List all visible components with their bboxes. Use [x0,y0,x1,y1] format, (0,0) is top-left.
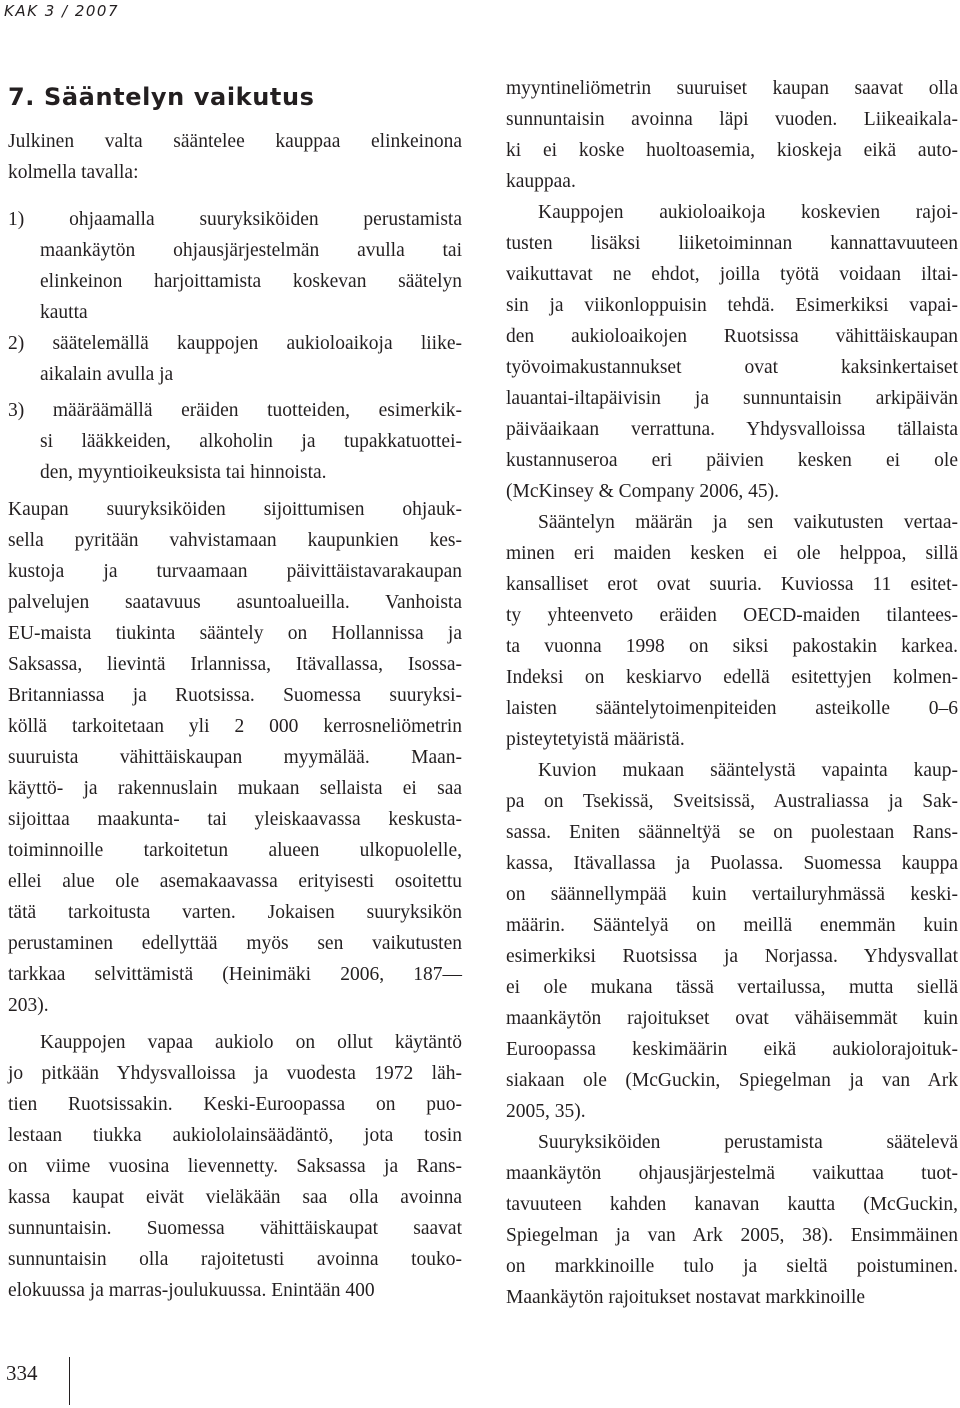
text-line: 2) säätelemällä kauppojen aukioloaikoja liike- [8,333,462,354]
text-line: sunnuntaisin avoinna läpi vuoden. Liikeaikala- [506,109,958,130]
text-line: si lääkkeiden, alkoholin ja tupakkatuottei- [40,431,462,452]
text-line: kassa, Itävallassa ja Puolassa. Suomessa kauppa [506,853,958,874]
text-line: Spiegelman ja van Ark 2005, 38). Ensimmäinen [506,1225,958,1246]
text-line: on markkinoille tulo ja sieltä poistuminen. [506,1256,958,1277]
text-line: minen eri maiden kesken ei ole helppoa, sillä [506,543,958,564]
text-line: kassa kaupat eivät vieläkään saa olla avoinna [8,1187,462,1208]
text-line: perustaminen edellyttää myös sen vaikutusten [8,933,462,954]
text-line: köllä tarkoitetaan yli 2 000 kerrosneliömetrin [8,716,462,737]
text-line: lauantai-iltapäivisin ja sunnuntaisin arkipäivän [506,388,958,409]
text-line: Julkinen valta sääntelee kauppaa elinkeinona [8,131,462,152]
text-line: tien Ruotsissakin. Keski-Euroopassa on puo- [8,1094,462,1115]
text-line: päiväaikaan verrattuna. Yhdysvalloissa tällaista [506,419,958,440]
text-line: kolmella tavalla: [8,162,139,183]
text-line: pisteytetyistä määristä. [506,729,685,750]
folio-divider [69,1357,70,1405]
text-line: sassa. Eniten säänneltÿä se on puolestaan Rans- [506,822,958,843]
text-line: vaikuttavat ne ehdot, joilla työtä voidaan iltai- [506,264,958,285]
text-line: kustoja ja turvaamaan päivittäistavarakaupan [8,561,462,582]
text-line: on viime vuosina lievennetty. Saksassa ja Rans- [8,1156,462,1177]
text-line: maankäytön ohjausjärjestelmä vaikuttaa tuot- [506,1163,958,1184]
text-line: ei ole mukana tässä vertailussa, mutta siellä [506,977,958,998]
section-heading: 7. Sääntelyn vaikutus [8,83,315,111]
text-line: Kauppojen aukioloaikoja koskevien rajoi- [538,202,958,223]
text-line: kansalliset erot ovat suuria. Kuviossa 11 esitet- [506,574,958,595]
text-line: myyntineliömetrin suuruiset kaupan saavat olla [506,78,958,99]
text-line: den, myyntioikeuksista tai hinnoista. [40,462,327,483]
text-line: kustannuseroa eri päivien kesken ei ole [506,450,958,471]
text-line: Indeksi on keskiarvo edellä esitettyjen kolmen- [506,667,958,688]
text-line: lestaan tiukka aukiololainsäädäntö, jota tosin [8,1125,462,1146]
text-line: palvelujen saatavuus asuntoalueilla. Vanhoista [8,592,462,613]
text-line: (McKinsey & Company 2006, 45). [506,481,779,502]
text-line: määrin. Sääntelyä on meillä enemmän kuin [506,915,958,936]
text-line: ta vuonna 1998 on siksi pakostakin karkea. [506,636,958,657]
text-line: ki ei koske huoltoasemia, kioskeja eikä auto- [506,140,958,161]
text-line: sunnuntaisin olla rajoitetusti avoinna touko- [8,1249,462,1270]
text-line: toiminnoille tarkoitetun alueen ulkopuolelle, [8,840,462,861]
text-line: maankäytön ohjausjärjestelmän avulla tai [40,240,462,261]
text-line: on säännellympää kuin vertailuryhmässä keski- [506,884,958,905]
text-line: den aukioloaikojen Ruotsissa vähittäiskaupan [506,326,958,347]
text-line: Kuvion mukaan sääntelystä vapainta kaup- [538,760,958,781]
text-line: kauppaa. [506,171,576,192]
text-line: siakaan ole (McGuckin, Spiegelman ja van Ark [506,1070,958,1091]
text-line: Suuryksiköiden perustamista säätelevä [538,1132,958,1153]
text-line: ellei alue ole asemakaavassa erityisesti osoitettu [8,871,462,892]
text-line: tarkkaa selvittämistä (Heinimäki 2006, 187— [8,964,462,985]
text-line: suuruista vähittäiskaupan myymälää. Maan- [8,747,462,768]
text-line: käyttö- ja rakennuslain mukaan sellaista ei saa [8,778,462,799]
text-line: työvoimakustannukset ovat kaksinkertaiset [506,357,958,378]
text-line: kautta [40,302,88,323]
text-line: 2005, 35). [506,1101,586,1122]
text-line: EU-maista tiukinta sääntely on Hollannissa ja [8,623,462,644]
text-line: 3) määräämällä eräiden tuotteiden, esimerkik- [8,400,462,421]
text-line: aikalain avulla ja [40,364,174,385]
text-line: Kauppojen vapaa aukiolo on ollut käytäntö [40,1032,462,1053]
text-line: pa on Tsekissä, Sveitsissä, Australiassa ja Sak- [506,791,958,812]
text-line: Britanniassa ja Ruotsissa. Suomessa suuryksi- [8,685,462,706]
text-line: Euroopassa keskimäärin eikä aukiolorajoituk- [506,1039,958,1060]
page-number: 334 [6,1361,38,1385]
text-line: tavuuteen kahden kanavan kautta (McGuckin, [506,1194,958,1215]
running-head: KAK 3 / 2007 [4,2,120,20]
text-line: sin ja viikonloppuisin tehdä. Esimerkiksi vapai- [506,295,958,316]
text-line: laisten sääntelytoimenpiteiden asteikolle 0–6 [506,698,958,719]
text-line: ty yhteenveto eräiden OECD-maiden tilantees- [506,605,958,626]
text-line: elokuussa ja marras-joulukuussa. Enintään 400 [8,1280,375,1301]
text-line: 203). [8,995,49,1016]
text-line: sunnuntaisin. Suomessa vähittäiskaupat saavat [8,1218,462,1239]
text-line: 1) ohjaamalla suuryksiköiden perustamista [8,209,462,230]
text-line: esimerkiksi Ruotsissa ja Norjassa. Yhdysvallat [506,946,958,967]
text-line: Sääntelyn määrän ja sen vaikutusten vertaa- [538,512,958,533]
text-line: Saksassa, lievintä Irlannissa, Itävallassa, Isossa- [8,654,462,675]
text-line: sella pyritään vahvistamaan kaupunkien kes- [8,530,462,551]
text-line: tätä tarkoitusta varten. Jokaisen suuryksikön [8,902,462,923]
text-line: tusten lisäksi liiketoiminnan kannattavuuteen [506,233,958,254]
text-line: sijoittaa maakunta- tai yleiskaavassa keskusta- [8,809,462,830]
text-line: maankäytön rajoitukset ovat vähäisemmät kuin [506,1008,958,1029]
text-line: Maankäytön rajoitukset nostavat markkinoille [506,1287,866,1308]
text-line: Kaupan suuryksiköiden sijoittumisen ohjauk- [8,499,462,520]
text-line: elinkeinon harjoittamista koskevan säätelyn [40,271,462,292]
text-line: jo pitkään Yhdysvalloissa ja vuodesta 1972 läh- [8,1063,462,1084]
